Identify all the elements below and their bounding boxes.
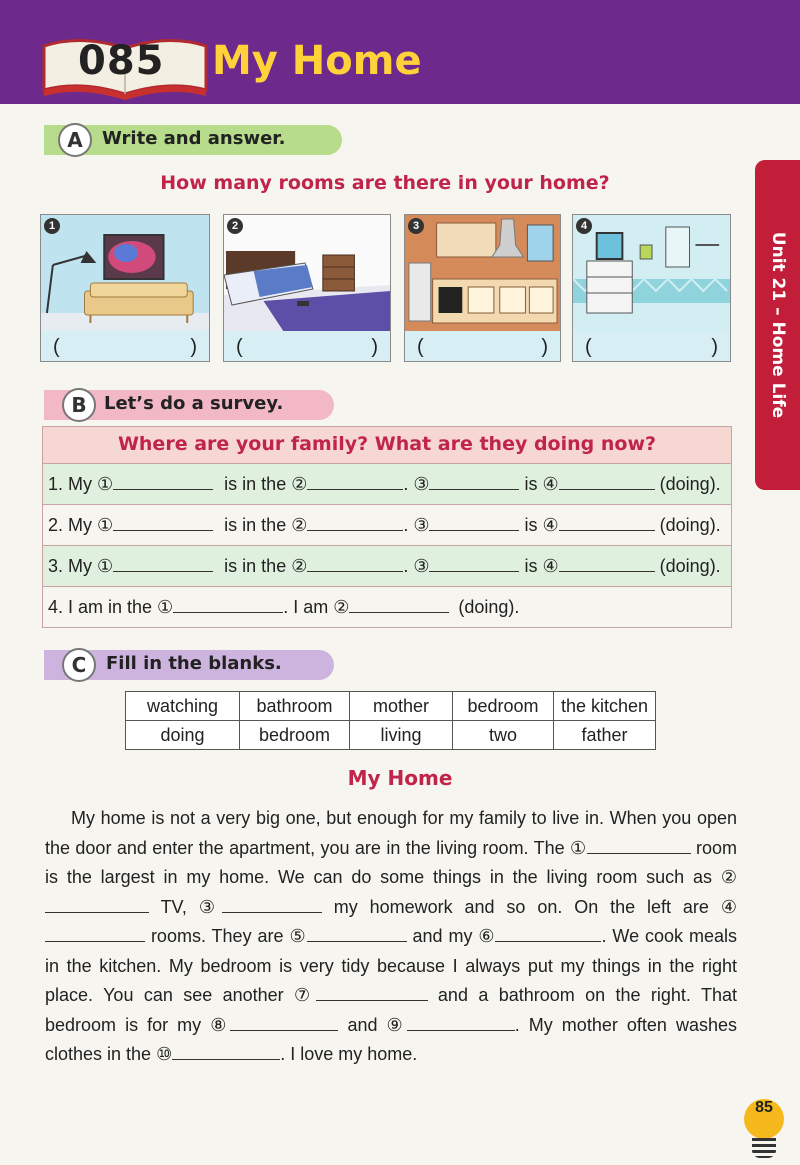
survey-row: 3. My ① is in the ② . ③ is ④ (doing). [43,545,731,586]
fill-blank[interactable] [307,468,403,490]
picture-bedroom [223,214,391,362]
picture-number: 1 [44,218,60,234]
kitchen-illustration [405,215,560,331]
word-box-cell: bedroom [453,692,554,721]
picture-number: 4 [576,218,592,234]
word-box-cell: bedroom [240,721,350,750]
lightbulb-icon [752,1138,776,1158]
fill-blank[interactable] [307,550,403,572]
picture-number: 3 [408,218,424,234]
fill-blank[interactable] [113,550,213,572]
fill-blank[interactable] [559,468,655,490]
bedroom-illustration [224,215,390,331]
unit-side-tab [755,160,800,490]
fill-blank[interactable] [172,1042,280,1060]
word-box-cell: doing [126,721,240,750]
section-c-label: Fill in the blanks. [106,653,282,674]
section-c-letter: C [62,648,96,682]
answer-blank[interactable]: ( ) [585,336,718,358]
word-box-cell: living [350,721,453,750]
section-a-label: Write and answer. [102,128,286,149]
answer-blank[interactable]: ( ) [236,336,378,358]
picture-bathroom [572,214,731,362]
fill-blank[interactable] [173,591,283,613]
fill-blank[interactable] [113,468,213,490]
word-box [125,691,656,750]
fill-blank[interactable] [230,1013,338,1031]
fill-blank[interactable] [429,468,519,490]
fill-blank[interactable] [429,509,519,531]
unit-label: Unit 21 – Home Life [767,231,788,419]
fill-blank[interactable] [495,924,601,942]
section-a-letter: A [58,123,92,157]
page-number-bulb: 85 [744,1099,784,1139]
page-title: My Home [212,38,422,84]
section-b-label: Let’s do a survey. [104,393,284,414]
fill-blank[interactable] [113,509,213,531]
fill-blank[interactable] [222,895,322,913]
bathroom-illustration [573,215,730,331]
fill-blank[interactable] [307,924,407,942]
fill-blank[interactable] [45,924,145,942]
answer-blank[interactable]: ( ) [417,336,548,358]
word-box-cell: mother [350,692,453,721]
lesson-number: 085 [78,38,165,84]
word-box-cell: the kitchen [554,692,656,721]
survey-row: 1. My ① is in the ② . ③ is ④ (doing). [43,463,731,504]
survey-table-title: Where are your family? What are they doing now? [43,427,731,463]
lesson-header [0,0,800,104]
word-box-cell: father [554,721,656,750]
fill-blank[interactable] [559,550,655,572]
fill-blank[interactable] [559,509,655,531]
fill-blank[interactable] [307,509,403,531]
fill-blank[interactable] [407,1013,515,1031]
fill-blank[interactable] [45,895,149,913]
survey-table [42,426,732,628]
answer-blank[interactable]: ( ) [53,336,197,358]
word-box-cell: two [453,721,554,750]
picture-number: 2 [227,218,243,234]
picture-kitchen [404,214,561,362]
section-b-letter: B [62,388,96,422]
survey-row: 2. My ① is in the ② . ③ is ④ (doing). [43,504,731,545]
living-room-illustration [41,215,209,331]
fill-blank[interactable] [349,591,449,613]
picture-living-room [40,214,210,362]
survey-row: 4. I am in the ① . I am ② (doing). [43,586,731,627]
story-paragraph: My home is not a very big one, but enough for my family to live in. When you open the door and enter the apartment, you are in the living room. The ① room is the largest in my home. We can do some things in the living room such as ② TV, ③ my homework and so on. On the left are ④ rooms. They are ⑤ and my ⑥ . We cook meals in the kitchen. My bedroom is very tidy because I always put my things in the right place. You can see another ⑦ and a bathroom on the right. That bedroom is for my ⑧ and ⑨ . My mother often washes clothes in the ⑩ . I love my home. [45,808,737,1064]
word-box-cell: bathroom [240,692,350,721]
fill-blank[interactable] [587,836,691,854]
fill-blank[interactable] [429,550,519,572]
section-a-question: How many rooms are there in your home? [160,172,610,194]
story-title: My Home [347,766,453,790]
word-box-cell: watching [126,692,240,721]
fill-blank[interactable] [316,983,428,1001]
